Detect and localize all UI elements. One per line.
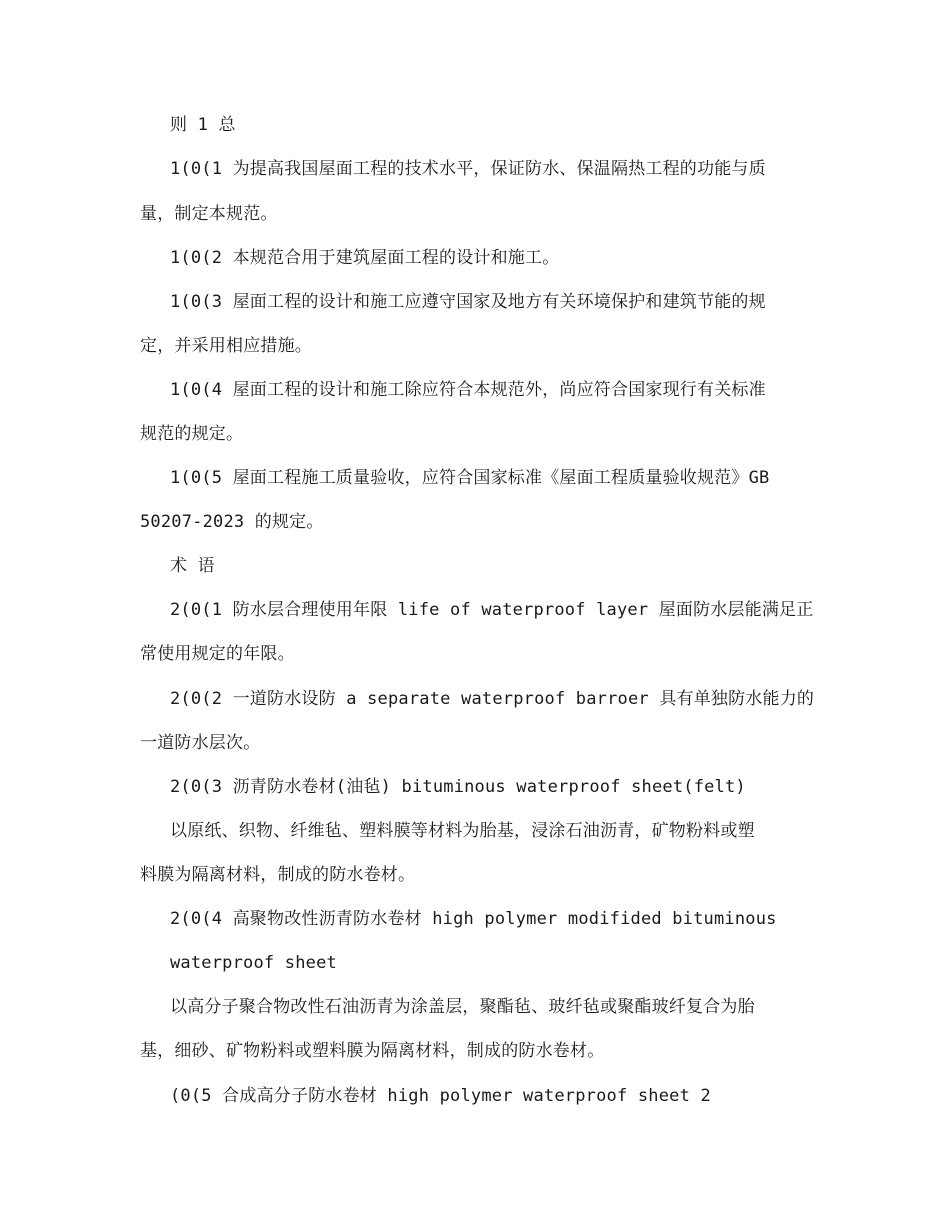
clause-1-0-1-cont: 量，制定本规范。 xyxy=(140,204,278,224)
clause-2-0-4-definition-cont: 基，细砂、矿物粉料或塑料膜为隔离材料，制成的防水卷材。 xyxy=(140,1041,605,1061)
clause-2-0-4-definition: 以高分子聚合物改性石油沥青为涂盖层，聚酯毡、玻纤毡或聚酯玻纤复合为胎 xyxy=(170,997,755,1017)
chapter-heading-general: 则 1 总 xyxy=(170,115,236,135)
clause-1-0-5: 1(0(5 屋面工程施工质量验收，应符合国家标准《屋面工程质量验收规范》GB xyxy=(170,468,770,488)
clause-2-0-2: 2(0(2 一道防水设防 a separate waterproof barroer 具有单独防水能力的 xyxy=(170,689,815,709)
clause-1-0-5-cont: 50207-2023 的规定。 xyxy=(140,512,324,532)
clause-2-0-5: (0(5 合成高分子防水卷材 high polymer waterproof sheet 2 xyxy=(170,1086,711,1106)
clause-1-0-2: 1(0(2 本规范合用于建筑屋面工程的设计和施工。 xyxy=(170,248,560,268)
clause-2-0-2-cont: 一道防水层次。 xyxy=(140,733,261,753)
clause-2-0-4-cont: waterproof sheet xyxy=(170,953,337,973)
clause-2-0-3-definition: 以原纸、织物、纤维毡、塑料膜等材料为胎基，浸涂石油沥青，矿物粉料或塑 xyxy=(170,821,755,841)
clause-2-0-3: 2(0(3 沥青防水卷材(油毡) bituminous waterproof sheet(felt) xyxy=(170,777,746,797)
clause-1-0-3: 1(0(3 屋面工程的设计和施工应遵守国家及地方有关环境保护和建筑节能的规 xyxy=(170,292,766,312)
clause-1-0-3-cont: 定，并采用相应措施。 xyxy=(140,336,312,356)
clause-1-0-4: 1(0(4 屋面工程的设计和施工除应符合本规范外，尚应符合国家现行有关标准 xyxy=(170,380,766,400)
clause-1-0-1: 1(0(1 为提高我国屋面工程的技术水平，保证防水、保温隔热工程的功能与质 xyxy=(170,159,766,179)
clause-1-0-4-cont: 规范的规定。 xyxy=(140,424,244,444)
clause-2-0-1: 2(0(1 防水层合理使用年限 life of waterproof layer 屋面防水层能满足正 xyxy=(170,600,814,620)
chapter-heading-terms: 术 语 xyxy=(170,556,215,576)
clause-2-0-1-cont: 常使用规定的年限。 xyxy=(140,644,295,664)
clause-2-0-3-definition-cont: 料膜为隔离材料，制成的防水卷材。 xyxy=(140,865,416,885)
clause-2-0-4: 2(0(4 高聚物改性沥青防水卷材 high polymer modifided bituminous xyxy=(170,909,777,929)
